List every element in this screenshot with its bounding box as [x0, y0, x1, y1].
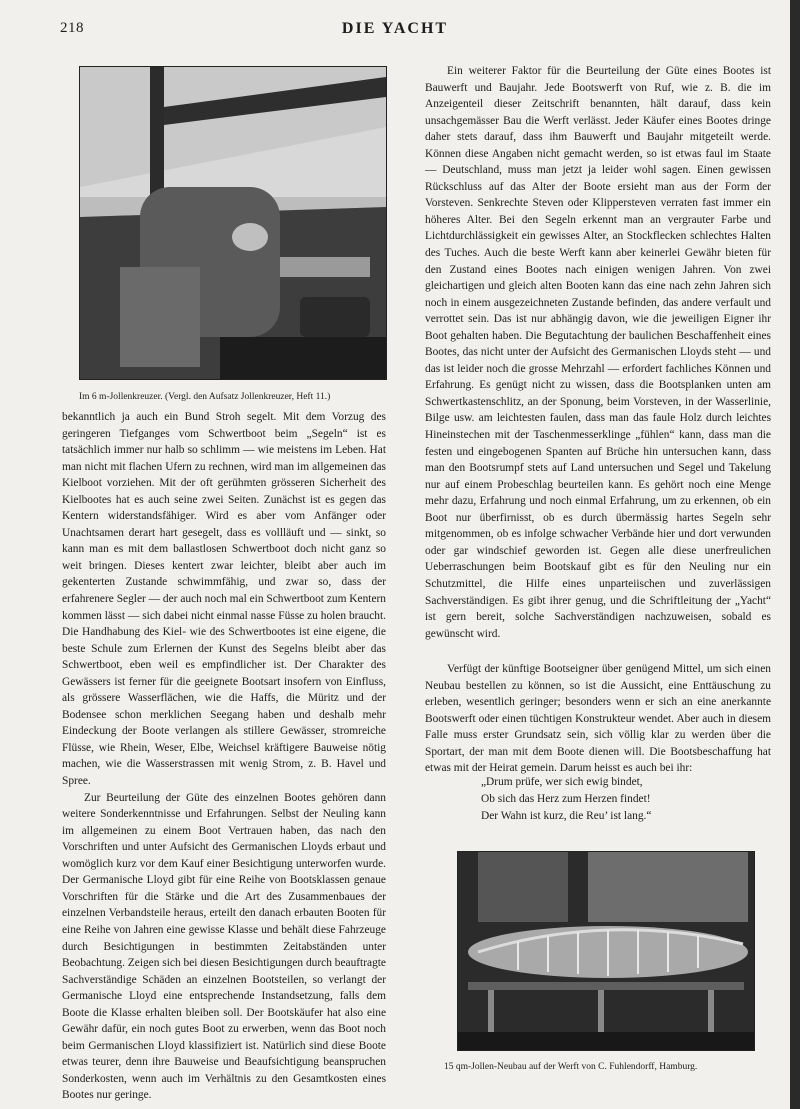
right-paragraph-1: Ein weiterer Faktor für die Beurteilung der Güte eines Bootes ist Bauwerft und Baujahr. Jede Bootswerft von Ruf, wie z. B. die im Anzeigenteil dieser Zeitschrift benannten, hält darauf, dass kein unsachgemässer Bau die Werft verlässt. Jeder Käufer eines Bootes dringe daher stets darauf, dass ihm Bauwerft und Baujahr mitgeteilt werde. Können diese Angaben nicht gemacht werden, so ist etwas faul im Staate — Deutschland, muss man jetzt ja leider wohl sagen. Einen gewissen Rückschluss auf das Alter der Boote ersieht man aus der Form der Vorsteven. Senkrechte Steven oder Klippersteven verraten fast immer ein höheres Alter. Bei den Segeln erkennt man an vergrauter Farbe und Lichtdurchlässigkeit ein gewisses Alter, an Stockflecken schlechtes Halten des Tuches. Auch die beste Werft kann aber keinerlei Gewähr bieten für den Zustand eines Bootes nach einigen wenigen Jahren. Von zwei gleichartigen und gleich alten Booten kann das eine nach zehn Jahren sich noch in einem ausgezeichneten Zustande befinden, das andere verfault und verrottet sein. Das ist nur abhängig davon, wie die jeweiligen Eigner ihr Boot gehalten haben. Die Begutachtung der baulichen Beschaffenheit eines Bootes, das nicht unter der Aufsicht des Germanischen Lloyds steht — und das ist leider noch die grosse Mehrzahl — erfordert fachliches Können und Erfahrung. Es genügt nicht zu wissen, dass die Bootsplanken unten am Schwertkastenschlitz, an der Sponung, beim Vorsteven, in der Wasserlinie, Bilge usw. am leichtesten faulen, dass man das faule Holz durch leichtes Hineinstechen mit der Taschenmesserklinge „fühlen“ kann, dass man die festen und eingebogenen Spanten auf Brüche hin untersuchen kann, dass man den Bootsrumpf stets auf Land untersuchen und Segel und Takelung nur auf einem Probeschlag beurteilen kann. Es gehört noch eine Menge mehr dazu, Erfahrung und noch einmal Erfahrung, um zu erkennen, ob ein Boot nur überfirnisst, ob es durch übermässig hartes Segeln sehr mitgenommen, ob es infolge schwacher Verbände hier und dort verwunden oder gar windschief geworden ist. Gegen alle diese unerfreulichen Ueberraschungen beim Bootskauf gibt es für den Neuling nur ein Schutzmittel, die Hilfe eines unparteiischen und zuverlässigen Sachverständigen. Es gibt ihrer genug, und die Schriftleitung der „Yacht“ ist gern bereit, solche Sachverständigen nachzuweisen, sobald es gewünscht wird.	[425, 65, 771, 640]
photo-jollenkreuzer-illustration	[80, 67, 386, 379]
left-paragraph-2: Zur Beurteilung der Güte des einzelnen Bootes gehören dann weitere Sonderkenntnisse und Erfahrungen. Selbst der Neuling kann im allgemeinen zu einem Boot Vertrauen haben, das nach den Vorschriften und unter Aufsicht des Germanischen Lloyds erbaut und womöglich kurz vor dem Kauf einer Besichtigung unterworfen wurde. Der Germanische Lloyd gibt für eine Reihe von Bootsklassen genaue Vorschriften für die Stärke und die Art des Zusammenbaues der einzelnen Verbandsteile heraus, erteilt den danach erbauten Booten für eine Reihe von Jahren eine gewisse Klasse und behält diese Fahrzeuge durch Besichtigungen in bestimmten Zeitabständen unter Beobachtung. Zeigen sich bei diesen Besichtigungen durch beauftragte Sachverständige Schäden an einzelnen Bootsteilen, so verlangt der Germanische Lloyd eine entsprechende Instandsetzung, falls dem Boote die Klasse erhalten bleiben soll. Der Bootskäufer hat also eine Gewähr dafür, ein noch gutes Boot zu erwerben, wenn das Boot noch beim Germanischen Lloyd klassifiziert ist. Natürlich sind diese Boote etwas teurer, denn ihre Bauweise und Beaufsichtigung beanspruchen Sonderkosten, wenn auch im Verhältnis zu den Gesamtkosten eines Bootes nur geringe.	[62, 791, 386, 1102]
poem-line: Ob sich das Herz zum Herzen findet!	[481, 793, 651, 805]
left-column-text	[62, 409, 386, 1104]
photo-caption-jollen-neubau: 15 qm-Jollen-Neubau auf der Werft von C. Fuhlendorff, Hamburg.	[444, 1062, 698, 1072]
poem-line: Der Wahn ist kurz, die Reu’ ist lang.“	[481, 810, 652, 822]
photo-jollen-neubau-illustration	[458, 852, 754, 1050]
right-column-text-2	[425, 661, 771, 777]
running-title: DIE YACHT	[341, 20, 449, 37]
poem-line: „Drum prüfe, wer sich ewig bindet,	[481, 776, 643, 788]
page-number: 218	[60, 20, 84, 36]
photo-jollen-neubau	[457, 851, 755, 1051]
right-column-text	[425, 63, 771, 642]
photo-jollenkreuzer	[79, 66, 387, 380]
right-paragraph-2: Verfügt der künftige Bootseigner über genügend Mittel, um sich einen Neubau bestellen zu können, so ist die Aussicht, eine Enttäuschung zu erleben, wesentlich geringer; besonders wenn er sich an eine anerkannte Bootswerft oder einen tüchtigen Konstrukteur wendet. Aber auch in diesem Falle muss erster Grundsatz sein, sich völlig klar zu werden über die Sportart, der man mit dem Boote dienen will. Die Bootsbeschaffung hat etwas mit der Heirat gemein. Darum heisst es auch bei ihr:	[425, 663, 771, 775]
poem-quote	[481, 774, 651, 825]
left-paragraph-1: bekanntlich ja auch ein Bund Stroh segelt. Mit dem Vorzug des geringeren Tiefganges vom Schwertboot beim „Segeln“ ist es tatsächlich immer nur halb so schlimm — wie meistens im Leben. Hat man nicht mit flachen Ufern zu rechnen, wird man im allgemeinen das Kielboot vorziehen. Mit der oft gerühmten grösseren Sicherheit des Kielbootes hat es auch seine zwei Seiten. Zunächst ist es gegen das Kentern widerstandsfähiger. Wird es aber vom Anfänger oder Unachtsamen derart hart gesegelt, dass es vollläuft und — sinkt, so kann man es mit dem ballastlosen Schwertboot doch nicht ganz so weit bringen. Dieses kentert zwar leichter, bleibt aber auch im gekenterten Zustande schwimmfähig, und zwar so, dass der erfahrenere Segler — der auch noch mal ein Schwertboot zum Kentern kommen lässt — sich dabei nicht einmal nasse Füsse zu holen braucht. Die Handhabung des Kiel- wie des Schwertbootes ist eine eigene, die beste Schule zum Erlernen der Kunst des Segelns bleibt aber das Schwertboot, eben weil es empfindlicher ist. Der Charakter des Gewässers ist ferner für die geeignete Bootsart insofern von Einfluss, als grössere Wasserflächen, wie die Haffs, die Müritz und der Bodensee schon merklichen Seegang haben und deshalb mehr Eindeckung der Boote verlangen als stillere Gewässer, stromreiche Flüsse, wie Rhein, Weser, Elbe, Weichsel kräftigere Bauweise nötig machen, wie die Wasserstrassen mit wenig Strom, z. B. Havel und Spree.	[62, 411, 386, 788]
photo-caption-jollenkreuzer: Im 6 m-Jollenkreuzer. (Vergl. den Aufsatz Jollenkreuzer, Heft 11.)	[79, 392, 331, 402]
